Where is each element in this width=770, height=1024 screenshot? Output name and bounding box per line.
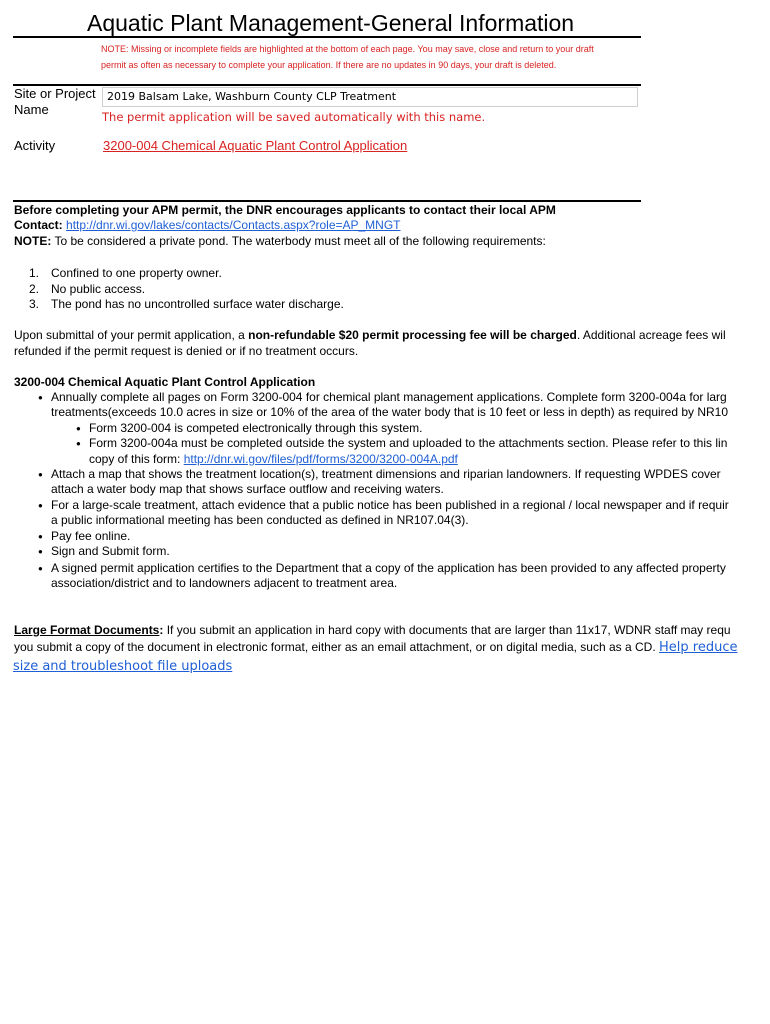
contact-line (14, 218, 401, 234)
requirement-num-2: 2. (29, 282, 40, 296)
bullet-5: ● Sign and Submit form. (51, 544, 170, 560)
note-label: NOTE: (14, 234, 52, 248)
sub-bullet-2-line-2 (89, 452, 458, 468)
form-3200-004a-link[interactable]: http://dnr.wi.gov/files/pdf/forms/3200/3200-004A.pdf (183, 452, 458, 466)
large-format-colon: : (159, 623, 164, 637)
draft-note-line-1: NOTE: Missing or incomplete fields are highlighted at the bottom of each page. You may save, close and return to your draft (101, 44, 594, 54)
info-divider (13, 200, 641, 202)
fee-post: . Additional acreage fees wil (576, 328, 726, 342)
requirement-num-1: 1. (29, 266, 40, 280)
sub-bullet-2-line-1: ● Form 3200-004a must be completed outside the system and uploaded to the attachments section. Please refer to this lin (89, 436, 727, 452)
form-divider (13, 84, 641, 86)
bullet-3-line-2: a public informational meeting has been conducted as defined in NR107.04(3). (51, 513, 469, 527)
title-divider (13, 36, 641, 38)
fee-line-1 (14, 328, 726, 344)
contact-label: Contact: (14, 218, 63, 232)
bullet-4: ● Pay fee online. (51, 529, 130, 545)
site-name-label-line-2: Name (14, 102, 49, 117)
large-format-line-1 (14, 623, 731, 639)
contact-link[interactable]: http://dnr.wi.gov/lakes/contacts/Contacts.aspx?role=AP_MNGT (66, 218, 401, 232)
draft-note-line-2: permit as often as necessary to complete your application. If there are no updates in 90 days, your draft is deleted. (101, 60, 557, 70)
note-line (14, 234, 546, 250)
requirement-num-3: 3. (29, 297, 40, 311)
bullet-6-line-1: ● A signed permit application certifies to the Department that a copy of the application has been provided to any affected property (51, 561, 726, 577)
bullet-1-line-1: ● Annually complete all pages on Form 3200-004 for chemical plant management applications. Complete form 3200-004a for larg (51, 390, 727, 406)
bullet-2-line-2: attach a water body map that shows surface outflow and receiving waters. (51, 482, 444, 496)
sub-bullet-2-pre: copy of this form: (89, 452, 184, 466)
requirement-text-1: Confined to one property owner. (51, 266, 222, 280)
page-title: Aquatic Plant Management-General Information (87, 10, 575, 36)
fee-bold: non-refundable $20 permit processing fee will be charged (248, 328, 577, 342)
bullet-2-line-1: ● Attach a map that shows the treatment location(s), treatment dimensions and riparian landowners. If requesting WPDES cover (51, 467, 721, 483)
fee-pre: Upon submittal of your permit application, a (14, 328, 249, 342)
help-link-part-2[interactable]: size and troubleshoot file uploads (13, 659, 233, 674)
large-format-text-1: If you submit an application in hard copy with documents that are larger than 11x17, WDNR staff may requ (163, 623, 731, 637)
section-heading: 3200-004 Chemical Aquatic Plant Control Application (14, 375, 316, 389)
bullet-1-line-2: treatments(exceeds 10.0 acres in size or 10% of the area of the water body that is 10 feet or less in depth) as required by NR10 (51, 405, 729, 419)
requirement-text-2: No public access. (51, 282, 146, 296)
large-format-label: Large Format Documents (14, 623, 160, 637)
site-name-label (14, 86, 104, 118)
intro-text: Before completing your APM permit, the DNR encourages applicants to contact their local APM (14, 203, 556, 217)
activity-link[interactable]: 3200-004 Chemical Aquatic Plant Control Application (103, 138, 408, 153)
fee-line-2: refunded if the permit request is denied or if no treatment occurs. (14, 344, 359, 358)
site-name-input[interactable]: 2019 Balsam Lake, Washburn County CLP Treatment (102, 87, 638, 107)
bullet-3-line-1: ● For a large-scale treatment, attach evidence that a public notice has been published in a regional / local newspaper and if requir (51, 498, 729, 514)
draft-note (101, 41, 641, 73)
requirement-text-3: The pond has no uncontrolled surface water discharge. (51, 297, 344, 311)
sub-bullet-1: ● Form 3200-004 is competed electronically through this system. (89, 421, 423, 437)
help-link-line-2 (13, 657, 232, 675)
large-format-text-2: you submit a copy of the document in electronic format, either as an email attachment, or on digital media, such as a CD. (14, 640, 659, 654)
activity-label: Activity (14, 138, 56, 153)
note-text: To be considered a private pond. The waterbody must meet all of the following requirements: (51, 234, 546, 248)
site-name-label-line-1: Site or Project (14, 86, 96, 101)
save-note: The permit application will be saved automatically with this name. (102, 110, 486, 124)
large-format-line-2 (14, 640, 737, 656)
bullet-6-line-2: association/district and to landowners adjacent to treatment area. (51, 576, 398, 590)
help-link-part-1[interactable]: Help reduce (659, 640, 738, 655)
